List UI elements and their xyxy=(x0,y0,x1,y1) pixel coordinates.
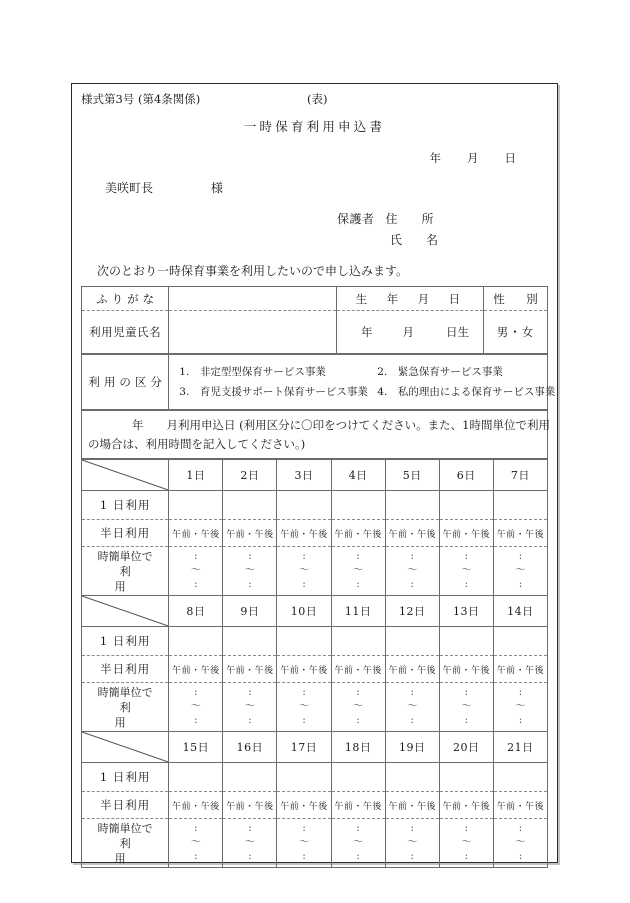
hourly-tilde-icon: ～ xyxy=(461,837,472,848)
half-day-cell[interactable]: 午前・午後 xyxy=(439,792,493,819)
half-day-label: 半日利用 xyxy=(82,792,169,819)
full-day-cell[interactable] xyxy=(223,491,277,520)
diagonal-line-icon xyxy=(82,732,168,762)
half-day-cell[interactable]: 午前・午後 xyxy=(223,656,277,683)
hourly-time-range xyxy=(332,686,385,728)
hourly-cell[interactable] xyxy=(385,547,439,596)
hourly-start: : xyxy=(410,551,414,562)
half-day-cell[interactable]: 午前・午後 xyxy=(169,656,223,683)
hourly-end: : xyxy=(356,851,360,862)
hourly-label-line-1: 時簡単位で xyxy=(97,685,153,699)
calendar-half-day-row-week-2 xyxy=(82,656,548,683)
hourly-end: : xyxy=(464,715,468,726)
full-day-cell[interactable] xyxy=(493,627,547,656)
hourly-cell[interactable] xyxy=(493,819,547,868)
hourly-start: : xyxy=(248,551,252,562)
category-option-1[interactable]: 1. 非定型型保育サービス事業 xyxy=(179,366,326,378)
half-day-cell[interactable]: 午前・午後 xyxy=(169,520,223,547)
half-day-cell[interactable]: 午前・午後 xyxy=(331,656,385,683)
category-option-2[interactable]: 2. 緊急保育サービス事業 xyxy=(377,366,503,378)
hourly-start: : xyxy=(518,687,523,698)
hourly-end: : xyxy=(356,579,360,590)
calendar-body xyxy=(82,460,548,868)
usage-note-text xyxy=(82,411,550,454)
day-header-cell: 2日 xyxy=(223,460,277,491)
full-day-label: 1 日利用 xyxy=(82,491,169,520)
full-day-cell[interactable] xyxy=(277,763,331,792)
hourly-time-range xyxy=(494,550,547,592)
hourly-start: : xyxy=(248,687,252,698)
hourly-time-range xyxy=(223,822,276,864)
guardian-address-line xyxy=(81,210,548,227)
guardian-name-label: 氏 名 xyxy=(390,233,445,247)
form-number: 様式第3号 (第4条関係) xyxy=(81,92,201,106)
hourly-tilde-icon: ～ xyxy=(461,701,472,712)
hourly-tilde-icon: ～ xyxy=(244,701,255,712)
hourly-tilde-icon: ～ xyxy=(244,565,255,576)
hourly-cell[interactable] xyxy=(277,547,331,596)
half-day-cell[interactable]: 午前・午後 xyxy=(223,520,277,547)
hourly-label xyxy=(82,683,183,732)
birth-date-value-cell[interactable] xyxy=(336,311,483,354)
calendar-corner-cell-3 xyxy=(82,732,169,763)
half-day-label: 半日利用 xyxy=(82,520,169,547)
guardian-address-label: 住 所 xyxy=(385,212,440,226)
hourly-end: : xyxy=(518,715,523,726)
hourly-tilde-icon: ～ xyxy=(244,837,255,848)
category-option-4[interactable]: 4. 私的理由による保育サービス事業 xyxy=(377,386,556,398)
day-header-cell: 14日 xyxy=(493,596,547,627)
birth-day-label: 日生 xyxy=(446,325,470,339)
hourly-time-range xyxy=(277,550,330,592)
child-info-table xyxy=(81,286,548,354)
full-day-cell[interactable] xyxy=(385,491,439,520)
hourly-end: : xyxy=(464,579,468,590)
hourly-start: : xyxy=(518,551,523,562)
hourly-end: : xyxy=(248,715,252,726)
category-option-3[interactable]: 3. 育児支援サポート保育サービス事業 xyxy=(179,386,368,398)
calendar-hourly-row-week-2 xyxy=(82,683,548,732)
day-header-cell: 16日 xyxy=(223,732,277,763)
usage-note-table xyxy=(81,410,548,459)
day-header-cell: 15日 xyxy=(169,732,223,763)
hourly-end: : xyxy=(410,851,414,862)
half-day-cell[interactable]: 午前・午後 xyxy=(277,520,331,547)
half-day-cell[interactable]: 午前・午後 xyxy=(277,656,331,683)
guardian-label: 保護者 xyxy=(337,212,375,226)
category-options-line-2 xyxy=(179,382,556,402)
full-day-cell[interactable] xyxy=(493,763,547,792)
full-day-cell[interactable] xyxy=(277,627,331,656)
day-header-cell: 9日 xyxy=(223,596,277,627)
hourly-cell[interactable] xyxy=(223,683,277,732)
day-header-cell: 4日 xyxy=(331,460,385,491)
full-day-cell[interactable] xyxy=(331,763,385,792)
half-day-cell[interactable]: 午前・午後 xyxy=(331,520,385,547)
usage-note-line-2: の場合は、利用時間を記入してください。) xyxy=(88,437,306,451)
usage-category-label: 利用の区分 xyxy=(82,355,169,410)
hourly-time-range xyxy=(440,686,493,728)
calendar-half-day-row-week-1 xyxy=(82,520,548,547)
hourly-tilde-icon: ～ xyxy=(190,701,201,712)
date-year-label: 年 xyxy=(429,151,441,165)
hourly-start: : xyxy=(302,687,306,698)
half-day-cell[interactable]: 午前・午後 xyxy=(169,792,223,819)
hourly-cell[interactable] xyxy=(493,547,547,596)
diagonal-line-icon xyxy=(82,460,168,490)
hourly-time-range xyxy=(386,822,439,864)
hourly-label-line-2: 利 用 xyxy=(114,836,183,865)
hourly-cell[interactable] xyxy=(331,819,385,868)
hourly-tilde-icon: ～ xyxy=(190,837,201,848)
hourly-label xyxy=(82,819,183,868)
hourly-start: : xyxy=(464,823,468,834)
hourly-end: : xyxy=(302,579,306,590)
half-day-cell[interactable]: 午前・午後 xyxy=(385,792,439,819)
hourly-label-line-2: 利 用 xyxy=(114,700,183,729)
full-day-label: 1 日利用 xyxy=(82,627,169,656)
calendar-full-day-row-week-3 xyxy=(82,763,548,792)
full-day-cell[interactable] xyxy=(169,491,223,520)
hourly-tilde-icon: ～ xyxy=(299,701,310,712)
hourly-time-range xyxy=(223,550,276,592)
table-row-child-name xyxy=(82,311,548,354)
calendar-full-day-row-week-2 xyxy=(82,627,548,656)
hourly-start: : xyxy=(194,551,198,562)
hourly-tilde-icon: ～ xyxy=(515,565,526,576)
full-day-cell[interactable] xyxy=(331,627,385,656)
day-header-cell: 19日 xyxy=(385,732,439,763)
hourly-tilde-icon: ～ xyxy=(353,565,364,576)
hourly-end: : xyxy=(194,851,198,862)
half-day-cell[interactable]: 午前・午後 xyxy=(493,656,547,683)
hourly-end: : xyxy=(356,715,360,726)
hourly-end: : xyxy=(302,851,306,862)
document-title: 一時保育利用申込書 xyxy=(243,119,386,134)
hourly-tilde-icon: ～ xyxy=(190,565,201,576)
usage-note-cell xyxy=(82,411,548,459)
usage-note-line-1: 年 月利用申込日 (利用区分に〇印をつけてください。また、1時間単位で利用 xyxy=(132,418,550,432)
hourly-end: : xyxy=(248,851,252,862)
day-header-cell: 7日 xyxy=(493,460,547,491)
full-day-cell[interactable] xyxy=(169,763,223,792)
full-day-cell[interactable] xyxy=(385,763,439,792)
side-marker: (表) xyxy=(307,92,328,106)
child-name-value-cell[interactable] xyxy=(169,311,337,354)
hourly-end: : xyxy=(248,579,252,590)
usage-category-options xyxy=(169,355,556,410)
hourly-start: : xyxy=(464,687,468,698)
half-day-cell[interactable]: 午前・午後 xyxy=(385,520,439,547)
full-day-cell[interactable] xyxy=(223,627,277,656)
child-name-label: 利用児童氏名 xyxy=(82,311,169,354)
submission-date-line xyxy=(81,150,548,166)
full-day-cell[interactable] xyxy=(439,763,493,792)
half-day-cell[interactable]: 午前・午後 xyxy=(223,792,277,819)
hourly-end: : xyxy=(464,851,468,862)
day-header-cell: 21日 xyxy=(493,732,547,763)
full-day-cell[interactable] xyxy=(331,491,385,520)
half-day-cell[interactable]: 午前・午後 xyxy=(493,792,547,819)
hourly-start: : xyxy=(464,551,468,562)
category-options-line-1 xyxy=(179,362,547,382)
day-header-cell: 10日 xyxy=(277,596,331,627)
hourly-cell[interactable] xyxy=(331,547,385,596)
half-day-cell[interactable]: 午前・午後 xyxy=(385,656,439,683)
hourly-cell[interactable] xyxy=(223,819,277,868)
hourly-start: : xyxy=(248,823,252,834)
full-day-label: 1 日利用 xyxy=(82,763,169,792)
hourly-tilde-icon: ～ xyxy=(353,701,364,712)
hourly-tilde-icon: ～ xyxy=(407,701,418,712)
hourly-cell[interactable] xyxy=(439,683,493,732)
hourly-cell[interactable] xyxy=(331,683,385,732)
calendar-half-day-row-week-3 xyxy=(82,792,548,819)
furigana-value-cell[interactable] xyxy=(169,287,337,311)
hourly-end: : xyxy=(518,579,523,590)
birth-month-label: 月 xyxy=(402,325,415,339)
half-day-cell[interactable]: 午前・午後 xyxy=(493,520,547,547)
lead-sentence: 次のとおり一時保育事業を利用したいので申し込みます。 xyxy=(97,264,409,278)
hourly-time-range xyxy=(223,686,276,728)
full-day-cell[interactable] xyxy=(223,763,277,792)
form-content xyxy=(72,84,557,865)
addressee-honorific: 様 xyxy=(211,181,224,195)
hourly-start: : xyxy=(356,823,360,834)
hourly-start: : xyxy=(410,823,414,834)
hourly-time-range xyxy=(386,550,439,592)
form-header-row xyxy=(81,90,548,109)
hourly-start: : xyxy=(194,823,198,834)
date-month-label: 月 xyxy=(467,151,479,165)
calendar-hourly-row-week-3 xyxy=(82,819,548,868)
hourly-start: : xyxy=(194,687,198,698)
hourly-end: : xyxy=(194,715,198,726)
hourly-label xyxy=(82,547,183,596)
hourly-tilde-icon: ～ xyxy=(515,701,526,712)
hourly-tilde-icon: ～ xyxy=(299,565,310,576)
hourly-start: : xyxy=(302,551,306,562)
hourly-cell[interactable] xyxy=(277,819,331,868)
guardian-name-line xyxy=(81,231,548,248)
day-header-cell: 3日 xyxy=(277,460,331,491)
hourly-cell[interactable] xyxy=(439,547,493,596)
day-header-cell: 6日 xyxy=(439,460,493,491)
day-header-cell: 17日 xyxy=(277,732,331,763)
usage-category-table xyxy=(81,354,556,410)
diagonal-line-icon xyxy=(82,596,168,626)
hourly-label-line-2: 利 用 xyxy=(114,564,183,593)
hourly-cell[interactable] xyxy=(493,683,547,732)
form-outer-frame xyxy=(71,83,558,863)
hourly-time-range xyxy=(332,550,385,592)
day-header-cell: 12日 xyxy=(385,596,439,627)
full-day-cell[interactable] xyxy=(493,491,547,520)
calendar-header-row-week-1 xyxy=(82,460,548,491)
furigana-label: ふりがな xyxy=(82,287,169,311)
full-day-cell[interactable] xyxy=(439,491,493,520)
hourly-tilde-icon: ～ xyxy=(461,565,472,576)
day-header-cell: 13日 xyxy=(439,596,493,627)
full-day-cell[interactable] xyxy=(439,627,493,656)
table-row-usage-category xyxy=(82,355,548,410)
hourly-end: : xyxy=(410,579,414,590)
full-day-cell[interactable] xyxy=(385,627,439,656)
hourly-label-line-1: 時簡単位で xyxy=(97,821,153,835)
half-day-cell[interactable]: 午前・午後 xyxy=(331,792,385,819)
hourly-cell[interactable] xyxy=(385,819,439,868)
half-day-cell[interactable]: 午前・午後 xyxy=(277,792,331,819)
hourly-end: : xyxy=(518,851,523,862)
full-day-cell[interactable] xyxy=(277,491,331,520)
hourly-start: : xyxy=(410,687,414,698)
addressee-name: 美咲町長 xyxy=(105,181,154,195)
hourly-time-range xyxy=(494,686,547,728)
hourly-cell[interactable] xyxy=(385,683,439,732)
hourly-tilde-icon: ～ xyxy=(407,837,418,848)
sex-header: 性 別 xyxy=(484,287,548,311)
hourly-label-line-1: 時簡単位で xyxy=(97,549,153,563)
calendar-header-row-week-2 xyxy=(82,596,548,627)
hourly-time-range xyxy=(494,822,547,864)
day-header-cell: 8日 xyxy=(169,596,223,627)
hourly-start: : xyxy=(356,687,360,698)
day-header-cell: 1日 xyxy=(169,460,223,491)
hourly-cell[interactable] xyxy=(439,819,493,868)
hourly-tilde-icon: ～ xyxy=(407,565,418,576)
birth-year-label: 年 xyxy=(361,325,373,339)
hourly-tilde-icon: ～ xyxy=(299,837,310,848)
day-header-cell: 5日 xyxy=(385,460,439,491)
half-day-cell[interactable]: 午前・午後 xyxy=(439,520,493,547)
date-day-label: 日 xyxy=(504,151,516,165)
hourly-end: : xyxy=(302,715,306,726)
hourly-time-range xyxy=(332,822,385,864)
hourly-tilde-icon: ～ xyxy=(353,837,364,848)
hourly-end: : xyxy=(410,715,414,726)
hourly-cell[interactable] xyxy=(277,683,331,732)
calendar-corner-cell-1 xyxy=(82,460,169,491)
hourly-end: : xyxy=(194,579,198,590)
day-header-cell: 20日 xyxy=(439,732,493,763)
day-header-cell: 11日 xyxy=(331,596,385,627)
hourly-start: : xyxy=(518,823,523,834)
full-day-cell[interactable] xyxy=(169,627,223,656)
table-row-furigana xyxy=(82,287,548,311)
birth-date-header: 生 年 月 日 xyxy=(336,287,483,311)
day-header-cell: 18日 xyxy=(331,732,385,763)
hourly-start: : xyxy=(356,551,360,562)
usage-calendar-table xyxy=(81,459,548,868)
hourly-start: : xyxy=(302,823,306,834)
hourly-tilde-icon: ～ xyxy=(515,837,526,848)
calendar-header-row-week-3 xyxy=(82,732,548,763)
sex-value[interactable]: 男・女 xyxy=(484,311,548,354)
calendar-full-day-row-week-1 xyxy=(82,491,548,520)
calendar-hourly-row-week-1 xyxy=(82,547,548,596)
hourly-time-range xyxy=(277,686,330,728)
addressee-line xyxy=(81,179,548,196)
hourly-time-range xyxy=(277,822,330,864)
table-row-note xyxy=(82,411,548,459)
half-day-label: 半日利用 xyxy=(82,656,169,683)
hourly-cell[interactable] xyxy=(223,547,277,596)
half-day-cell[interactable]: 午前・午後 xyxy=(439,656,493,683)
hourly-time-range xyxy=(440,822,493,864)
hourly-time-range xyxy=(440,550,493,592)
calendar-corner-cell-2 xyxy=(82,596,169,627)
hourly-time-range xyxy=(386,686,439,728)
